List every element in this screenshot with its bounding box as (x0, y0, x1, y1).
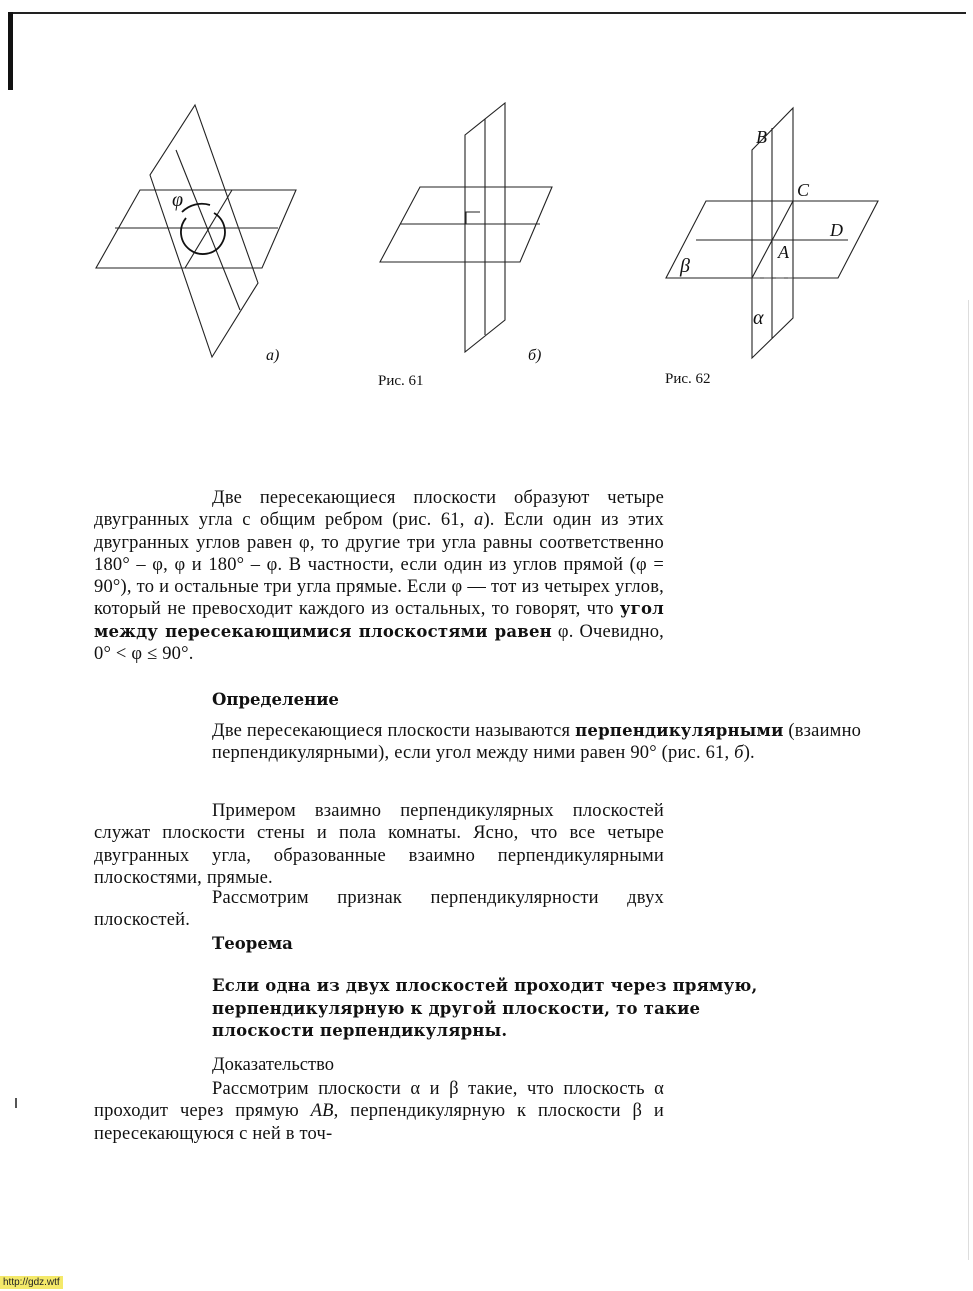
fig-61a-label: а) (266, 347, 280, 364)
theorem-text: Если одна из двух плоскостей проходит через прямую, перпендикулярную к другой плоскости, то такие плоскости перпендикулярны. (212, 976, 758, 1040)
fig-62-label-D: D (830, 220, 843, 240)
fig-61a-horizontal-plane (96, 190, 296, 268)
fig-61a-phi: φ (172, 189, 184, 211)
paragraph-criterion: Рассмотрим признак перпендикулярности двух плоскостей. (94, 888, 664, 931)
fig-61-caption: Рис. 61 (378, 373, 424, 389)
fig-62 (666, 108, 878, 358)
fig-62-label-B: B (756, 127, 767, 147)
heading-proof: Доказательство (212, 1055, 334, 1075)
definition-text: Две пересекающиеся плоскости называются перпендикулярными (взаимно перпендикулярными), если угол между ними равен 90° (рис. 61, б). (212, 721, 862, 764)
term-angle-between-planes: угол между пересекающимися плоскостями равен (94, 599, 664, 641)
fig-61a (96, 105, 296, 364)
figures-area (0, 0, 973, 400)
fig-61a-angle-arc (181, 213, 225, 254)
heading-definition: Определение (212, 690, 339, 709)
proof-text: Рассмотрим плоскости α и β такие, что плоскость α проходит через прямую AB, перпендикулярную к плоскости β и пересекающуюся с ней в точ- (94, 1079, 664, 1144)
fig-61b-label: б) (528, 347, 542, 364)
fig-62-caption: Рис. 62 (665, 371, 711, 387)
paragraph-dihedral-angles: Две пересекающиеся плоскости образуют четыре двугранных угла с общим ребром (рис. 61, а). Если один из этих двугранных углов равен φ, то другие три угла равны соответственно 180° – φ, φ и 180° – φ. В частности, если один из углов прямой (φ = 90°), то и остальные три угла прямые. Если φ — тот из четырех углов, который не превосходит каждого из остальных, то говорят, что угол между пересекающимися плоскостями равен φ. Очевидно, 0° < φ ≤ 90°. (94, 488, 664, 665)
watermark-link[interactable]: http://gdz.wtf (0, 1276, 63, 1289)
fig-62-label-A: A (778, 242, 789, 262)
fig-62-label-alpha: α (753, 307, 764, 329)
fig-61b-right-angle (466, 212, 480, 224)
page-edge (968, 300, 969, 1260)
paragraph-example: Примером взаимно перпендикулярных плоскостей служат плоскости стены и пола комнаты. Ясно, что все четыре двугранных угла, образованные взаимно перпендикулярными плоскостями, прямые. (94, 801, 664, 888)
fig-61b (380, 103, 552, 364)
term-perpendicular: перпендикулярными (575, 721, 784, 740)
heading-theorem: Теорема (212, 934, 293, 953)
fig-62-label-C: C (797, 180, 810, 200)
fig-62-label-beta: β (680, 255, 690, 277)
margin-tick (15, 1098, 17, 1108)
fig-61a-angle-arc-2 (182, 204, 210, 212)
fig-61a-inclined-plane (150, 105, 258, 357)
